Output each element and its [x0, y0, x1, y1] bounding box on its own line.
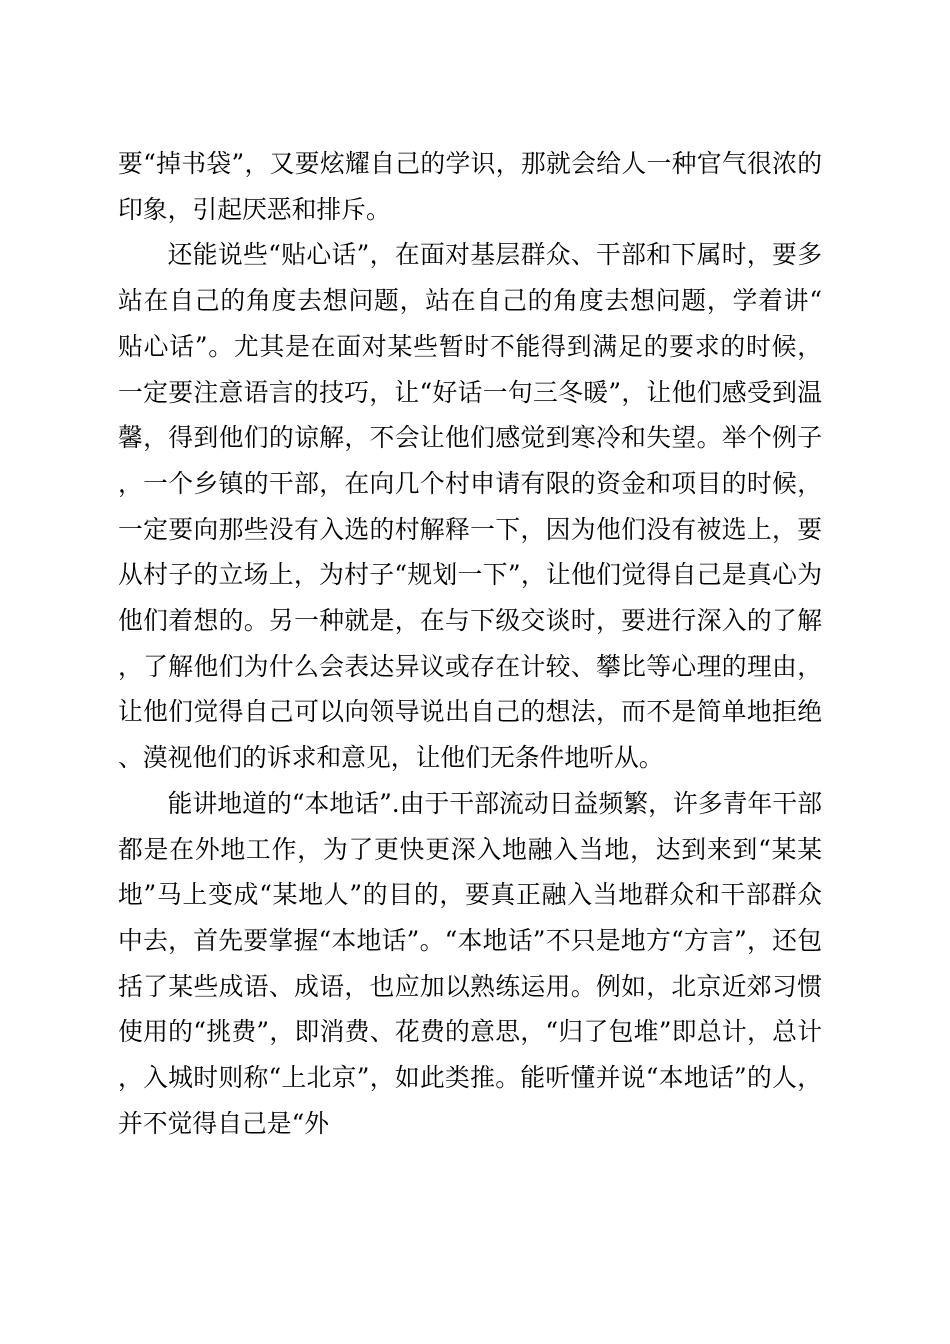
paragraph-continuation: 要“掉书袋”，又要炫耀自己的学识，那就会给人一种官气很浓的印象，引起厌恶和排斥。: [118, 149, 822, 224]
document-page: [118, 141, 822, 1146]
paragraph-local-dialect: 能讲地道的“本地话”.由于干部流动日益频繁，许多青年干部都是在外地工作，为了更快更深入地融入当地，达到来到“某某地”马上变成“某地人”的目的，要真正融入当地群众和干部群众中去，首先要掌握“本地话”。“本地话”不只是地方“方言”，还包括了某些成语、成语，也应加以熟练运用。例如，北京近郊习惯使用的“挑费”，即消费、花费的意思，“归了包堆”即总计，总计，入城时则称“上北京”，如此类推。能听懂并说“本地话”的人，并不觉得自己是“外: [118, 788, 822, 1138]
paragraph-heart-to-heart-talk: 还能说些“贴心话”，在面对基层群众、干部和下属时，要多站在自己的角度去想问题，站在自己的角度去想问题，学着讲“贴心话”。尤其是在面对某些暂时不能得到满足的要求的时候，一定要注意语言的技巧，让“好话一句三冬暖”，让他们感受到温馨，得到他们的谅解，不会让他们感觉到寒冷和失望。举个例子，一个乡镇的干部，在向几个村申请有限的资金和项目的时候，一定要向那些没有入选的村解释一下，因为他们没有被选上，要从村子的立场上，为村子“规划一下”，让他们觉得自己是真心为他们着想的。另一种就是，在与下级交谈时，要进行深入的了解，了解他们为什么会表达异议或存在计较、攀比等心理的理由，让他们觉得自己可以向领导说出自己的想法，而不是简单地拒绝、漠视他们的诉求和意见，让他们无条件地听从。: [118, 240, 822, 773]
